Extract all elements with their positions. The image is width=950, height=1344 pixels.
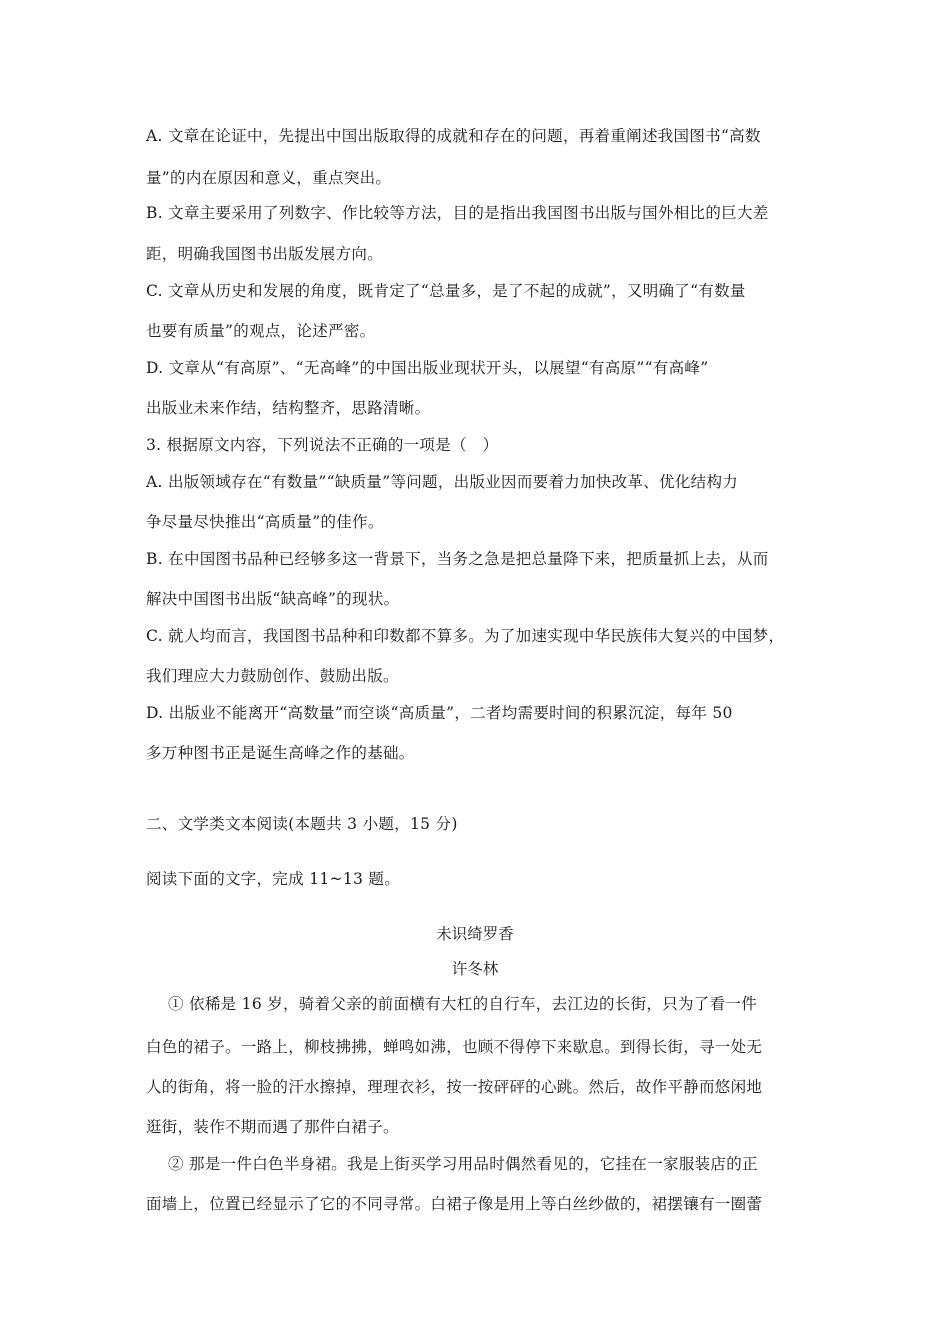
- q2-option-b-line2: 距，明确我国图书出版发展方向。: [146, 245, 384, 263]
- q2-option-c-line2: 也要有质量”的观点，论述严密。: [146, 322, 376, 340]
- section-instruction: 阅读下面的文字，完成 11~13 题。: [146, 870, 400, 888]
- story-paragraph-1-line4: 逛街，装作不期而遇了那件白裙子。: [146, 1118, 399, 1136]
- story-paragraph-1-line2: 白色的裙子。一路上，柳枝拂拂，蝉鸣如沸，也顾不得停下来歇息。到得长街，寻一处无: [146, 1038, 763, 1056]
- q2-option-d-line1: D. 文章从“有高原”、“无高峰”的中国出版业现状开头，以展望“有高原”“有高峰”: [146, 359, 709, 377]
- q3-stem: 3. 根据原文内容，下列说法不正确的一项是（ ）: [146, 436, 499, 454]
- story-title: 未识绮罗香: [436, 925, 514, 943]
- q3-option-a-line2: 争尽量尽快推出“高质量”的佳作。: [146, 513, 384, 531]
- q3-option-c-line1: C. 就人均而言，我国图书品种和印数都不算多。为了加速实现中华民族伟大复兴的中国梦，: [146, 627, 785, 645]
- q3-option-d-line2: 多万种图书正是诞生高峰之作的基础。: [146, 744, 415, 762]
- q3-option-a-line1: A. 出版领域存在“有数量”“缺质量”等问题，出版业因而要着力加快改革、优化结构力: [146, 473, 739, 491]
- story-author: 许冬林: [451, 960, 499, 978]
- story-paragraph-2-line1: ② 那是一件白色半身裙。我是上街买学习用品时偶然看见的，它挂在一家服装店的正: [168, 1155, 758, 1173]
- story-paragraph-2-line2: 面墙上，位置已经显示了它的不同寻常。白裙子像是用上等白丝纱做的，裙摆镶有一圈蕾: [146, 1195, 763, 1213]
- story-paragraph-1-line3: 人的街角，将一脸的汗水擦掉，理理衣衫，按一按砰砰的心跳。然后，故作平静而悠闲地: [146, 1078, 763, 1096]
- story-paragraph-1-line1: ① 依稀是 16 岁，骑着父亲的前面横有大杠的自行车，去江边的长街，只为了看一件: [168, 995, 758, 1013]
- q3-option-c-line2: 我们理应大力鼓励创作、鼓励出版。: [146, 667, 399, 685]
- q3-option-d-line1: D. 出版业不能离开“高数量”而空谈“高质量”，二者均需要时间的积累沉淀，每年 50: [146, 704, 733, 722]
- q2-option-b-line1: B. 文章主要采用了列数字、作比较等方法，目的是指出我国图书出版与国外相比的巨大差: [146, 204, 769, 222]
- q2-option-d-line2: 出版业未来作结，结构整齐，思路清晰。: [146, 399, 431, 417]
- q2-option-a-line1: A. 文章在论证中，先提出中国出版取得的成就和存在的问题，再着重阐述我国图书“高数: [146, 127, 761, 145]
- q3-option-b-line1: B. 在中国图书品种已经够多这一背景下，当务之急是把总量降下来，把质量抓上去，从而: [146, 550, 769, 568]
- q3-option-b-line2: 解决中国图书出版“缺高峰”的现状。: [146, 590, 400, 608]
- q2-option-a-line2: 量”的内在原因和意义，重点突出。: [146, 169, 392, 187]
- section-heading: 二、文学类文本阅读(本题共 3 小题，15 分): [146, 815, 458, 833]
- q2-option-c-line1: C. 文章从历史和发展的角度，既肯定了“总量多，是了不起的成就”，又明确了“有数量: [146, 282, 746, 300]
